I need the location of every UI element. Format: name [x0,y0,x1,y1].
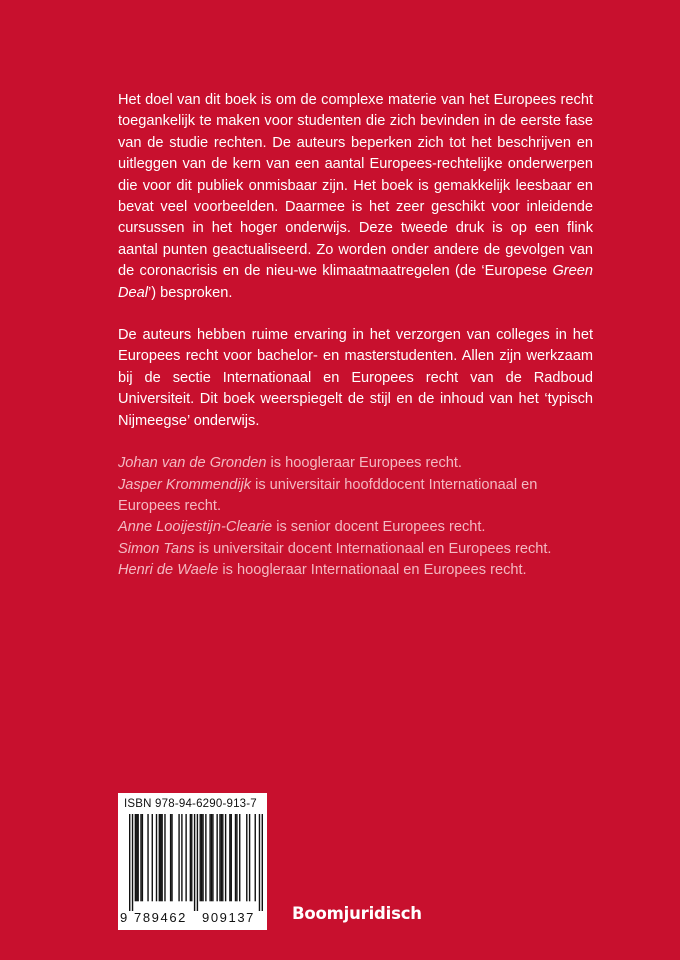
barcode-digits-right: 909137 [202,910,255,925]
description-paragraph-1 [118,90,593,304]
author-entry [118,453,593,474]
barcode-bar [255,814,256,901]
barcode-bar [194,814,195,911]
barcode-bar [221,814,222,901]
author-role: is hoogleraar Internationaal en Europees recht. [218,562,527,579]
barcode-bar [152,814,153,901]
barcode-bar [262,814,263,911]
barcode-bar [178,814,179,901]
isbn-label: ISBN 978-94-6290-913-7 [124,798,257,810]
barcode-bar [202,814,203,901]
barcode-bar [191,814,192,901]
barcode-bar [140,814,141,901]
barcode-bar [161,814,162,901]
publisher-logo: Boomjuridisch [292,904,422,923]
author-role: is universitair docent Internationaal en Europees recht. [194,540,552,557]
author-name: Simon Tans [118,540,195,557]
barcode-bar [170,814,171,901]
barcode-bar [190,814,191,901]
description-paragraph-2: De auteurs hebben ruime ervaring in het verzorgen van colleges in het Europees recht voor bachelor- en masterstudenten. Allen zijn werkzaam bij de sectie Internationaal en Europees recht van de Radboud Universiteit. Dit boek weerspiegelt de stijl en de inhoud van het ‘typisch Nijmeegse’ onderwijs. [118,327,593,429]
author-role: is senior docent Europees recht. [272,519,486,536]
author-role: is universitair hoofddocent Internationaal en Europees recht. [118,476,538,514]
barcode-bar [229,814,230,901]
barcode-bar [209,814,210,901]
barcode-bar [160,814,161,901]
barcode-bar [132,814,133,911]
author-name: Johan van de Gronden [118,455,267,472]
barcode-bar [211,814,212,901]
barcode-bar [135,814,136,901]
barcode-bars [129,814,263,911]
barcode-bar [231,814,232,901]
barcode-bar [222,814,223,901]
barcode-bar [142,814,143,901]
barcode-bar [225,814,226,901]
author-role: is hoogleraar Europees recht. [266,455,462,472]
description-text-1: Het doel van dit boek is om de complexe materie van het Europees recht toegankelijk te maken voor studenten die zich bevinden in de eerste fase van de studie rechten. De auteurs beperken zich tot het beschrijven en uitleggen van de kern van een aantal Europees-rechtelijke onderwerpen die voor dit publiek onmisbaar zijn. Het boek is gemakkelijk leesbaar en bevat veel voorbeelden. Daarmee is het zeer geschikt voor inleidende cursussen in het hoger onderwijs. Deze tweede druk is op een flink aantal punten geactualiseerd. Zo worden onder andere de gevolgen van de coronacrisis en de nieu-we klimaatmaatregelen (de ‘Europese [118,92,593,280]
barcode-bar [171,814,172,901]
barcode-bar [181,814,182,901]
barcode-bar [236,814,237,901]
barcode-bar [219,814,220,901]
barcode-bar [212,814,213,901]
author-name: Henri de Waele [118,562,219,579]
barcode-box [118,793,267,930]
barcode-bar [201,814,202,901]
barcode-bar [129,814,130,911]
barcode-bar [164,814,165,901]
barcode-bar [137,814,138,901]
green-deal-term: Green Deal [118,263,593,301]
barcode-bar [185,814,186,901]
barcode-bar [239,814,240,901]
barcode-bar [259,814,260,911]
author-name: Anne Looijestijn-Clearie [118,519,273,536]
barcode-bar [197,814,198,911]
barcode-bar [235,814,236,901]
author-entry [118,475,593,518]
barcode-bar [205,814,206,901]
barcode-bar [249,814,250,901]
author-entry [118,517,593,538]
author-entry [118,560,593,581]
barcode-bar [200,814,201,901]
author-list [118,453,593,581]
author-name: Jasper Krommendijk [118,476,252,493]
barcode-bar [136,814,137,901]
back-cover-text [118,90,593,582]
barcode-digit-first: 9 [120,910,129,925]
barcode-digits-left: 789462 [134,910,187,925]
barcode-bar [216,814,217,901]
barcode-bar [246,814,247,901]
green-deal-suffix: ’) besproken. [148,284,233,301]
barcode-bar [159,814,160,901]
barcode-bar [147,814,148,901]
author-entry [118,539,593,560]
barcode-bar [156,814,157,901]
